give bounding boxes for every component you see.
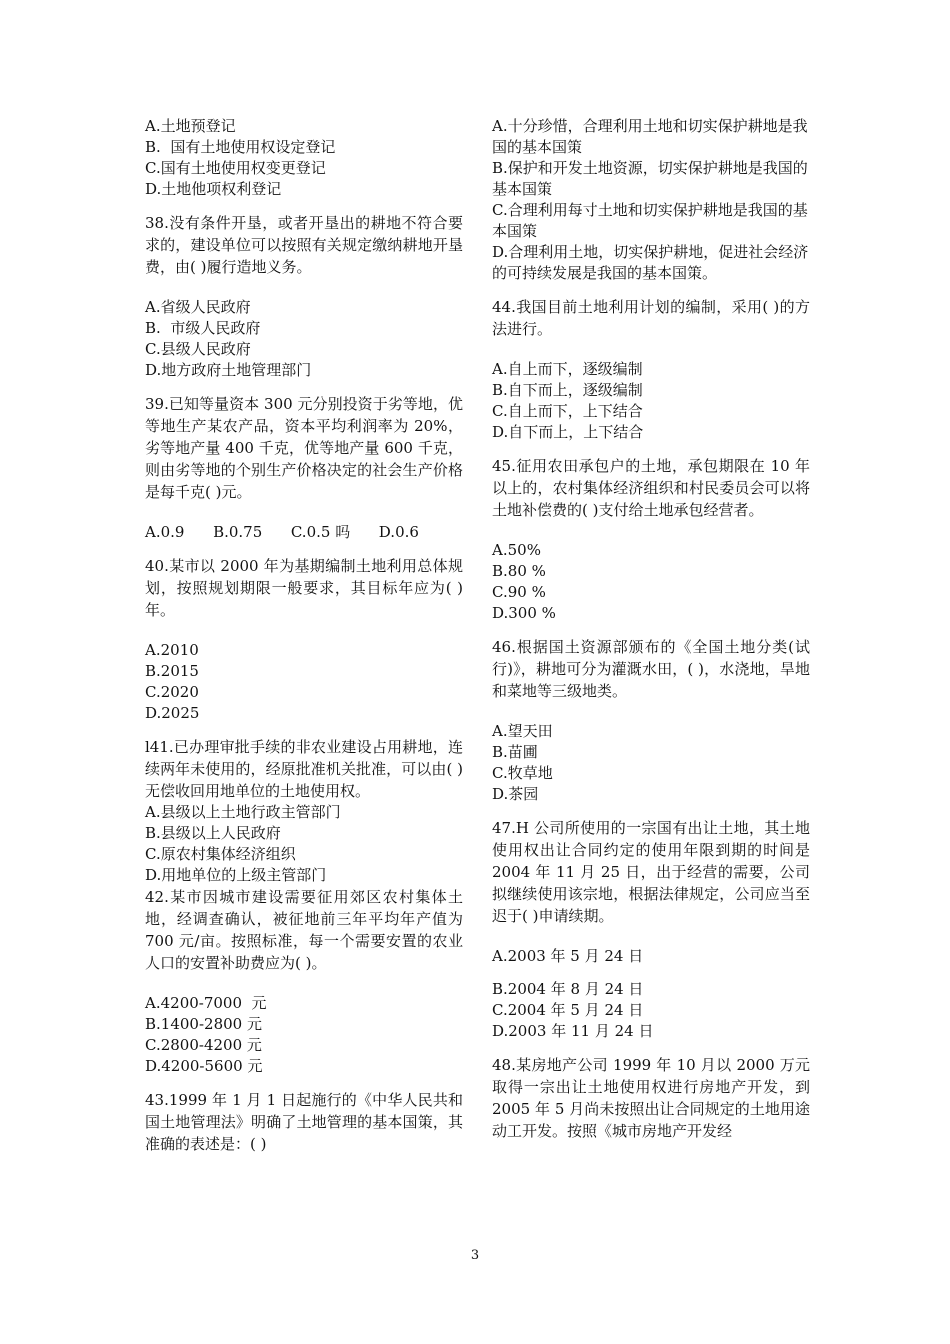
q42-option-d: D.4200-5600 元 <box>145 1057 263 1075</box>
q41-option-b: B.县级以上人民政府 <box>145 824 281 842</box>
q41-options <box>145 802 463 886</box>
q40-stem: 40.某市以 2000 年为基期编制土地利用总体规划，按照规划期限一般要求，其目标年应为( )年。 <box>145 557 463 619</box>
q44-stem: 44.我国目前土地利用计划的编制，采用( )的方法进行。 <box>492 298 810 338</box>
q44-option-b: B.自下而上，逐级编制 <box>492 381 643 399</box>
q46-option-c: C.牧草地 <box>492 764 553 782</box>
q37-options <box>145 116 463 200</box>
q45-option-d: D.300 % <box>492 604 556 622</box>
q46-stem: 46.根据国土资源部颁布的《全国土地分类(试行)》，耕地可分为灌溉水田，( )，水浇地，旱地和菜地等三级地类。 <box>492 638 810 700</box>
q38-option-b: B. 市级人民政府 <box>145 319 261 337</box>
q46-option-d: D.茶园 <box>492 785 539 803</box>
q42-option-c: C.2800-4200 元 <box>145 1036 262 1054</box>
q45-options <box>492 540 810 624</box>
q47-options <box>492 979 810 1042</box>
q47-option-d: D.2003 年 11 月 24 日 <box>492 1022 654 1040</box>
q46-option-a: A.望天田 <box>492 722 553 740</box>
q44-option-c: C.自上而下，上下结合 <box>492 402 643 420</box>
q44-options <box>492 359 810 443</box>
right-column <box>492 116 810 1152</box>
q40-option-c: C.2020 <box>145 683 199 701</box>
q41-option-a: A.县级以上土地行政主管部门 <box>145 803 341 821</box>
left-column <box>145 116 463 1165</box>
q45-option-c: C.90 % <box>492 583 546 601</box>
q39-stem: 39.已知等量资本 300 元分别投资于劣等地，优等地生产某农产品，资本平均利润率为 20%，劣等地产量 400 千克，优等地产量 600 千克，则由劣等地的个别生产价格决定的社会生产价格是每千克( )元。 <box>145 395 463 501</box>
q45-stem: 45.征用农田承包户的土地，承包期限在 10 年以上的，农村集体经济组织和村民委员会可以将土地补偿费的( )支付给土地承包经营者。 <box>492 457 810 519</box>
q37-option-d: D.土地他项权利登记 <box>145 180 282 198</box>
q40-options <box>145 640 463 724</box>
q38-option-d: D.地方政府土地管理部门 <box>145 361 312 379</box>
q43-stem: 43.1999 年 1 月 1 日起施行的《中华人民共和国土地管理法》明确了土地管理的基本国策，其准确的表述是：( ) <box>145 1091 463 1153</box>
q38-stem: 38.没有条件开垦，或者开垦出的耕地不符合要求的，建设单位可以按照有关规定缴纳耕地开垦费，由( )履行造地义务。 <box>145 214 463 276</box>
q37-option-a: A.土地预登记 <box>145 117 236 135</box>
q46-options <box>492 721 810 805</box>
q47-stem: 47.H 公司所使用的一宗国有出让土地，其土地使用权出让合同约定的使用年限到期的时间是 2004 年 11 月 25 日，出于经营的需要，公司拟继续使用该宗地，根据法律规定，公司应当至迟于( )申请续期。 <box>492 819 810 925</box>
q38-option-a: A.省级人民政府 <box>145 298 251 316</box>
q41-option-d: D.用地单位的上级主管部门 <box>145 866 327 884</box>
q40-option-a: A.2010 <box>145 641 199 659</box>
q44-option-d: D.自下而上，上下结合 <box>492 423 644 441</box>
q45-option-b: B.80 % <box>492 562 546 580</box>
q47-option-b: B.2004 年 8 月 24 日 <box>492 980 644 998</box>
q47-option-a: A.2003 年 5 月 24 日 <box>492 947 644 965</box>
q42-option-b: B.1400-2800 元 <box>145 1015 262 1033</box>
q42-stem: 42.某市因城市建设需要征用郊区农村集体土地，经调查确认，被征地前三年平均年产值为 700 元/亩。按照标准，每一个需要安置的农业人口的安置补助费应为( )。 <box>145 888 463 972</box>
q42-option-a: A.4200-7000 元 <box>145 994 267 1012</box>
q40-option-b: B.2015 <box>145 662 199 680</box>
q43-option-d: D.合理利用土地，切实保护耕地，促进社会经济的可持续发展是我国的基本国策。 <box>492 243 809 282</box>
q38-option-c: C.县级人民政府 <box>145 340 251 358</box>
q47-option-c: C.2004 年 5 月 24 日 <box>492 1001 644 1019</box>
page-number: 3 <box>470 1248 480 1263</box>
q43-option-a: A.十分珍惜，合理利用土地和切实保护耕地是我国的基本国策 <box>492 117 808 156</box>
q43-options <box>492 116 810 284</box>
q39-options <box>145 522 463 543</box>
q41-option-c: C.原农村集体经济组织 <box>145 845 296 863</box>
q41-stem: l41.已办理审批手续的非农业建设占用耕地，连续两年未使用的，经原批准机关批准，可以由( )无偿收回用地单位的土地使用权。 <box>145 738 463 800</box>
q40-option-d: D.2025 <box>145 704 200 722</box>
q45-option-a: A.50% <box>492 541 541 559</box>
q43-option-b: B.保护和开发土地资源，切实保护耕地是我国的基本国策 <box>492 159 808 198</box>
q47-option-a-block <box>492 946 810 967</box>
q38-options <box>145 297 463 381</box>
q39-options-line: A.0.9 B.0.75 C.0.5 吗 D.0.6 <box>145 523 419 541</box>
q44-option-a: A.自上而下，逐级编制 <box>492 360 643 378</box>
q37-option-b: B. 国有土地使用权设定登记 <box>145 138 336 156</box>
q48-stem: 48.某房地产公司 1999 年 10 月以 2000 万元取得一宗出让土地使用权进行房地产开发，到 2005 年 5 月尚未按照出让合同规定的土地用途动工开发。按照《城市房地产开发经 <box>492 1056 810 1140</box>
q43-option-c: C.合理利用每寸土地和切实保护耕地是我国的基本国策 <box>492 201 808 240</box>
q42-options <box>145 993 463 1077</box>
q37-option-c: C.国有土地使用权变更登记 <box>145 159 326 177</box>
q46-option-b: B.苗圃 <box>492 743 538 761</box>
